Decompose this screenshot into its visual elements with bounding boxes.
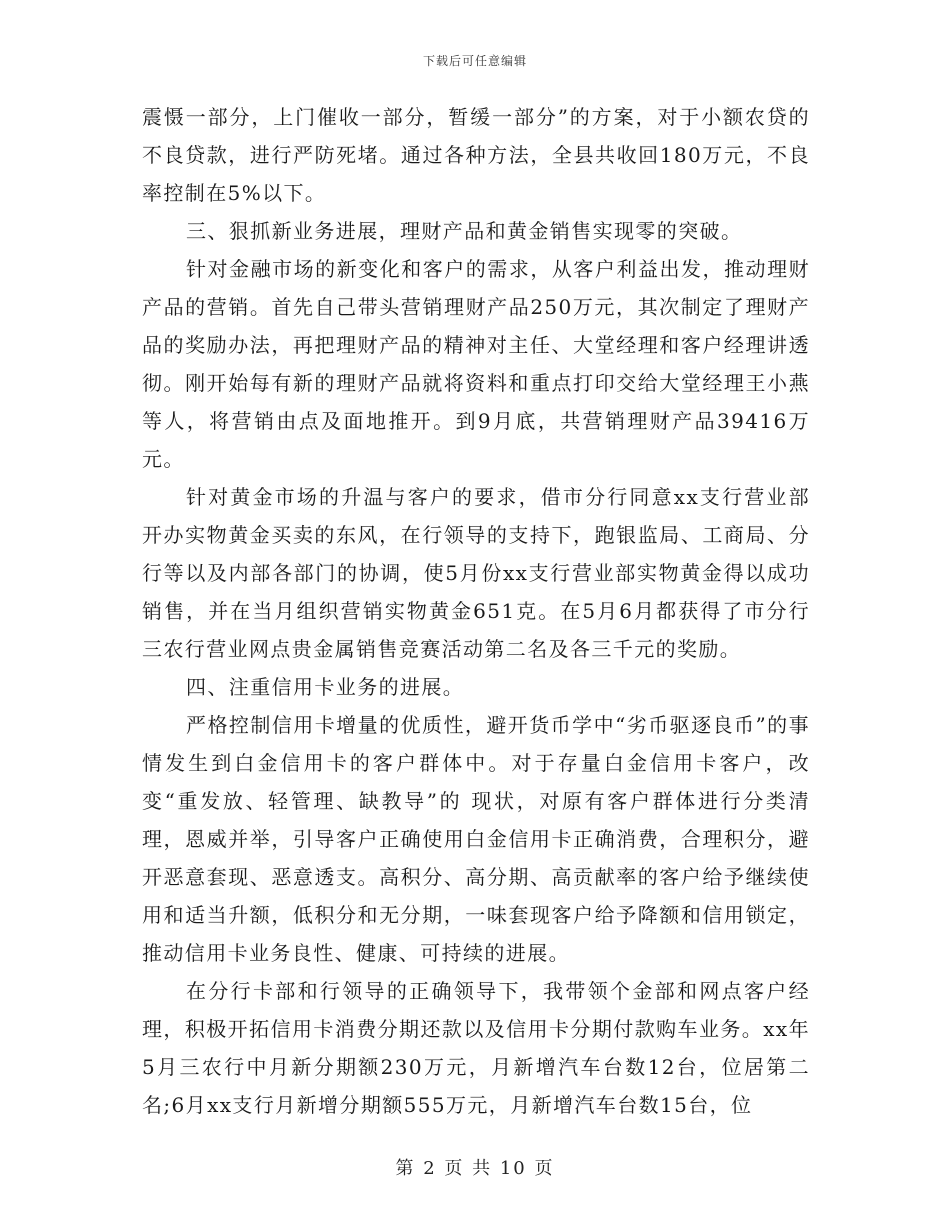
- paragraph-credit-card-installment: 在分行卡部和行领导的正确领导下，我带领个金部和网点客户经理，积极开拓信用卡消费分期还款以及信用卡分期付款购车业务。xx年5月三农行中月新分期额230万元，月新增汽车台数12台，位居第二名;6月xx支行月新增分期额555万元，月新增汽车台数15台，位: [142, 979, 810, 1117]
- header-note: 下载后可任意编辑: [422, 54, 527, 68]
- paragraph-wealth-products: 针对金融市场的新变化和客户的需求，从客户利益出发，推动理财产品的营销。首先自己带头营销理财产品250万元，其次制定了理财产品的奖励办法，再把理财产品的精神对主任、大堂经理和客户经理讲透彻。刚开始每有新的理财产品就将资料和重点打印交给大堂经理王小燕等人，将营销由点及面地推开。到9月底，共营销理财产品39416万元。: [142, 257, 810, 471]
- section-heading-4: 四、注重信用卡业务的进展。: [186, 675, 465, 699]
- paragraph-1: 震慑一部分，上门催收一部分，暂缓一部分”的方案，对于小额农贷的不良贷款，进行严防死堵。通过各种方法，全县共收回180万元，不良率控制在5%以下。: [142, 105, 810, 205]
- page-number-footer: 第 2 页 共 10 页: [395, 1158, 555, 1179]
- paragraph-credit-card-control: 严格控制信用卡增量的优质性，避开货币学中“劣币驱逐良币”的事情发生到白金信用卡的客户群体中。对于存量白金信用卡客户，改变“重发放、轻管理、缺教导”的 现状，对原有客户群体进行分类清理，恩威并举，引导客户正确使用白金信用卡正确消费，合理积分，避开恶意套现、恶意透支。高积分、高分期、高贡献率的客户给予继续使用和适当升额，低积分和无分期，一味套现客户给予降额和信用锁定，推动信用卡业务良性、健康、可持续的进展。: [142, 713, 810, 965]
- paragraph-gold-sales: 针对黄金市场的升温与客户的要求，借市分行同意xx支行营业部开办实物黄金买卖的东风，在行领导的支持下，跑银监局、工商局、分行等以及内部各部门的协调，使5月份xx支行营业部实物黄金得以成功销售，并在当月组织营销实物黄金651克。在5月6月都获得了市分行三农行营业网点贵金属销售竞赛活动第二名及各三千元的奖励。: [142, 485, 810, 661]
- section-heading-3: 三、狠抓新业务进展，理财产品和黄金销售实现零的突破。: [186, 219, 743, 243]
- document-body: [142, 98, 810, 1124]
